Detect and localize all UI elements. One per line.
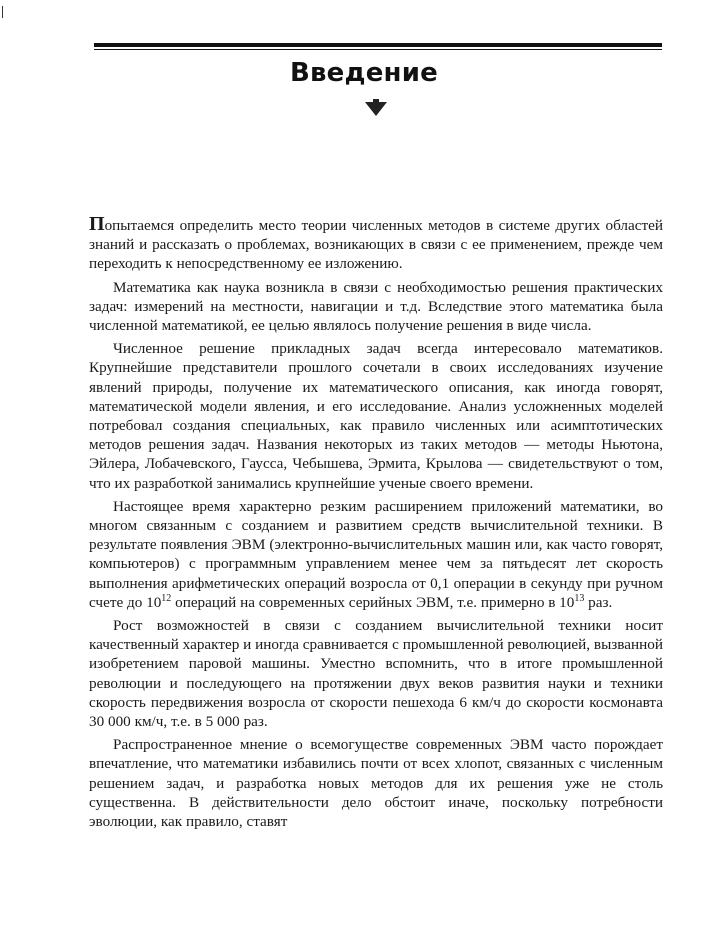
header-rule-thin: [94, 49, 662, 50]
triangle-ornament-icon: [365, 102, 387, 116]
paragraph-5: Рост возможностей в связи с созданием вычислительной техники носит качественный характер и иногда сравнивается с промышленной революцией, вызванной изобретением паровой машины. Уместно вспомнить, что в итоге промышленной революции и последующего на протяжении двух веков развития науки и техники скорость передвижения возросла от скорости пешехода 6 км/ч до скорости космонавта 30 000 км/ч, т.е. в 5 000 раз.: [89, 617, 663, 731]
paragraph-4-part-c: раз.: [584, 593, 613, 611]
body-text: [89, 214, 663, 835]
header-rule-thick: [94, 43, 662, 47]
paragraph-4-part-a: Настоящее время характерно резким расширением приложений математики, во многом связанным с созданием и развитием средств вычислительной техники. В результате появления ЭВМ (электронно-вычислительных машин или, как часто говорят, компьютеров) с программным управлением менее чем за пятьдесят лет скорость выполнения арифметических операций возросла от 0,1 операции в секунду при ручном счете до 10: [89, 497, 663, 611]
paragraph-1: [89, 214, 663, 274]
scan-edge-mark: [2, 6, 3, 18]
paragraph-4: [89, 497, 663, 612]
chapter-title: Введение: [290, 58, 438, 88]
paragraph-6: Распространенное мнение о всемогуществе современных ЭВМ часто порождает впечатление, что математики избавились почти от всех хлопот, связанных с численным решением задач, и разработка новых методов для их решения уже не столь существенна. В действительности дело обстоит иначе, поскольку потребности эволюции, как правило, ставят: [89, 736, 663, 831]
paragraph-4-part-b: операций на современных серийных ЭВМ, т.е. примерно в 10: [171, 593, 575, 611]
initial-letter: П: [89, 213, 105, 235]
paragraph-3: Численное решение прикладных задач всегда интересовало математиков. Крупнейшие представители прошлого сочетали в своих исследованиях изучение явлений природы, получение их математического описания, как иногда говорят, математической модели явления, и его исследование. Анализ усложненных моделей потребовал создания специальных, как правило численных или асимптотических методов решения задач. Названия некоторых из таких методов — методы Ньютона, Эйлера, Лобачевского, Гаусса, Чебышева, Эрмита, Крылова — свидетельствуют о том, что их разработкой занимались крупнейшие ученые своего времени.: [89, 340, 663, 492]
paragraph-2: Математика как наука возникла в связи с необходимостью решения практических задач: измерений на местности, навигации и т.д. Вследствие этого математика была численной математикой, ее целью являлось получение решения в виде числа.: [89, 278, 663, 335]
exponent-12: 12: [161, 592, 172, 604]
paragraph-1-text: опытаемся определить место теории численных методов в системе других областей знаний и рассказать о проблемах, возникающих в связи с ее применением, прежде чем переходить к непосредственному ее изложению.: [89, 217, 663, 273]
exponent-13: 13: [574, 592, 585, 604]
